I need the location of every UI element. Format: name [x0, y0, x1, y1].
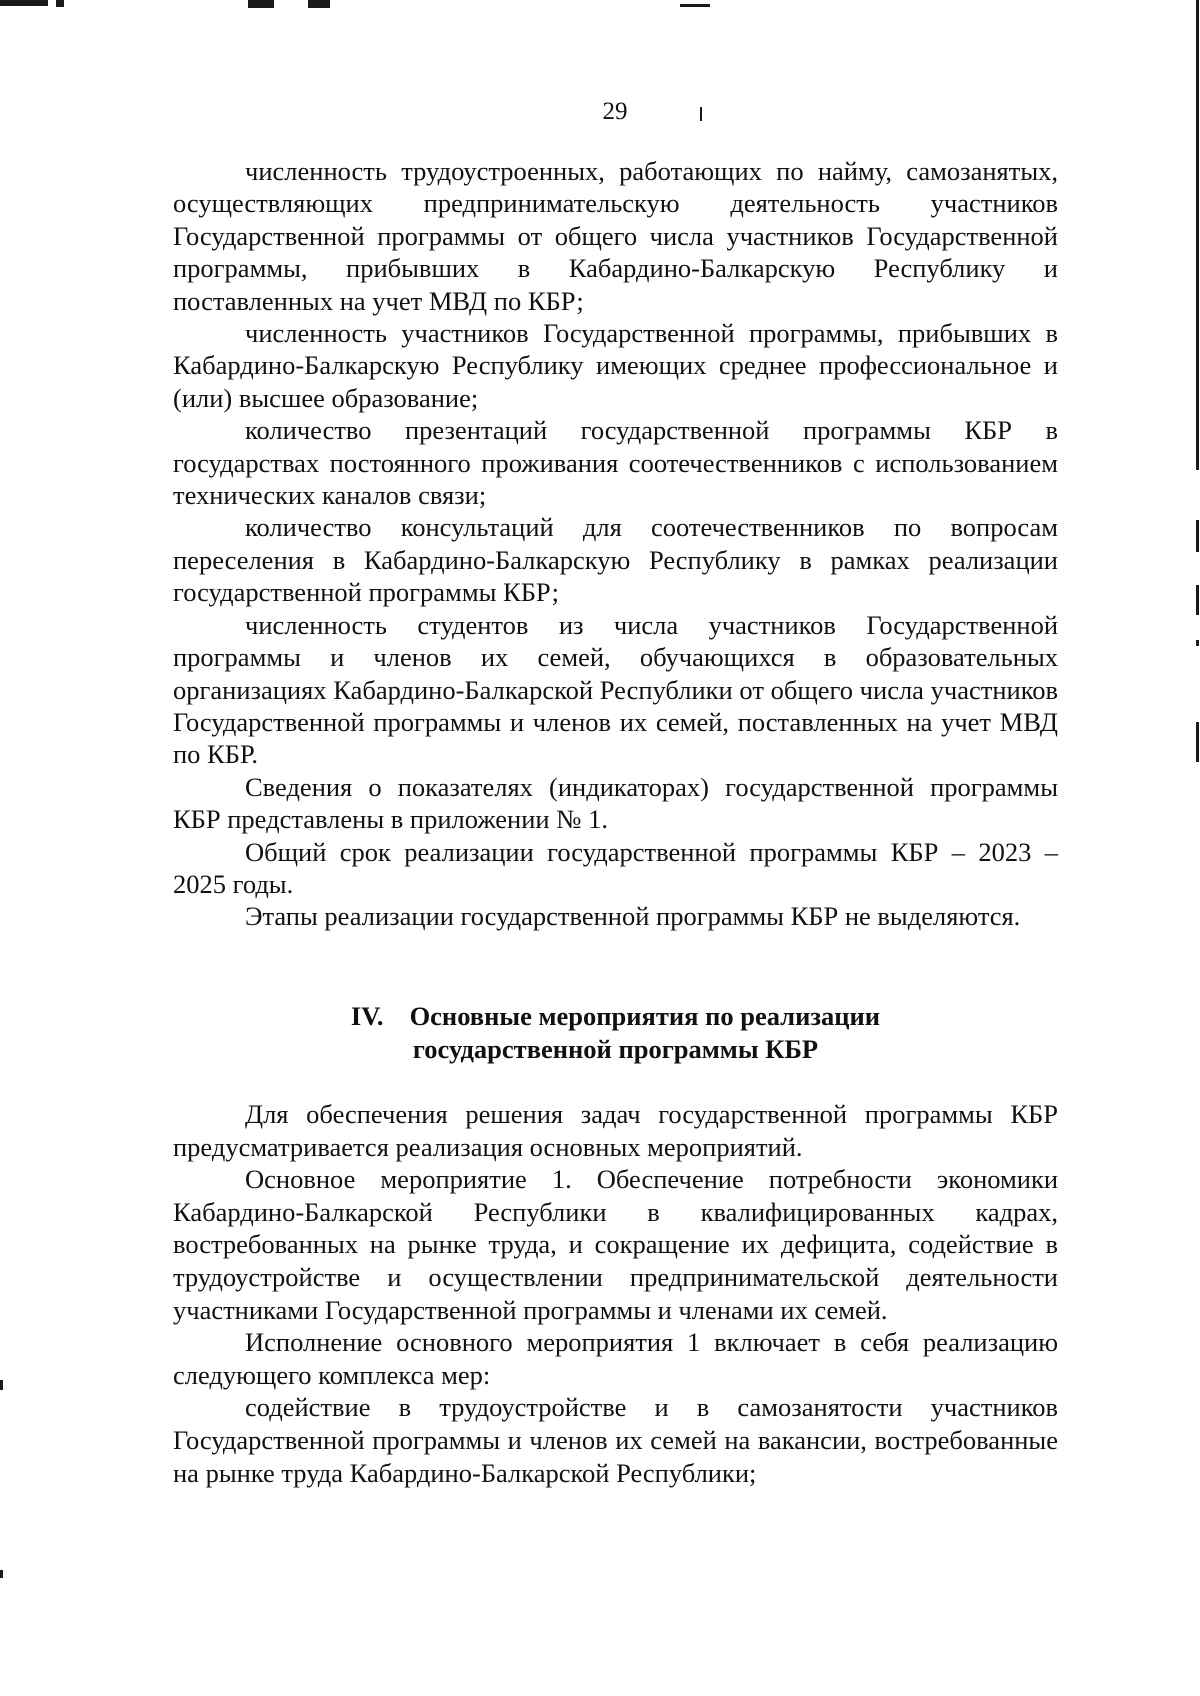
scan-artifact-left-edge-2: [0, 1570, 3, 1578]
scan-artifact-right-edge-3: [1196, 585, 1199, 615]
section-1-body: [173, 155, 1058, 933]
section-numeral: IV.: [350, 1001, 384, 1031]
paragraph: содействие в трудоустройстве и в самозанятости участников Государственной программы и членов их семей на вакансии, востребованные на рынке труда Кабардино-Балкарской Республики;: [173, 1392, 1058, 1488]
section-title-line-1: Основные мероприятия по реализации: [409, 1001, 881, 1031]
paragraph: Основное мероприятие 1. Обеспечение потребности экономики Кабардино-Балкарской Республики в квалифицированных кадрах, востребованных на рынке труда, и сокращение их дефицита, содействие в трудоустройстве и осуществлении предпринимательской деятельности участниками Государственной программы и членами их семей.: [173, 1164, 1058, 1325]
paragraph: Этапы реализации государственной программы КБР не выделяются.: [245, 901, 1021, 932]
scan-artifact-top-left: [0, 0, 48, 6]
paragraph: Для обеспечения решения задач государственной программы КБР предусматривается реализация основных мероприятий.: [173, 1099, 1058, 1162]
paragraph: количество консультаций для соотечественников по вопросам переселения в Кабардино-Балкарскую Республику в рамках реализации государственной программы КБР;: [173, 512, 1058, 608]
scan-artifact-right-edge-5: [1196, 722, 1199, 762]
section-2-body: [173, 1098, 1058, 1489]
scan-artifact-top-left-2: [56, 0, 64, 7]
section-title-line-2: государственной программы КБР: [412, 1034, 819, 1064]
scan-artifact-top-mid: [248, 0, 274, 8]
section-heading: [173, 1000, 1058, 1066]
scan-artifact-top-mid-2: [308, 0, 330, 8]
scan-artifact-left-edge: [0, 1380, 3, 1390]
scan-artifact-right-edge-2: [1196, 520, 1199, 552]
scan-artifact-right-edge-4: [1196, 640, 1199, 646]
scan-artifact-top-center: [680, 4, 710, 7]
page-number: 29: [602, 98, 628, 125]
section-heading-line-1: [173, 1000, 1058, 1033]
paragraph: Исполнение основного мероприятия 1 включает в себя реализацию следующего комплекса мер:: [173, 1327, 1058, 1390]
paragraph: количество презентаций государственной программы КБР в государствах постоянного проживания соотечественников с использованием технических каналов связи;: [173, 415, 1058, 511]
paragraph: Сведения о показателях (индикаторах) государственной программы КБР представлены в приложении № 1.: [173, 771, 1058, 835]
scan-artifact-right-edge: [1196, 0, 1199, 470]
paragraph: Общий срок реализации государственной программы КБР – 2023 – 2025 годы.: [173, 836, 1058, 899]
paragraph: численность участников Государственной программы, прибывших в Кабардино-Балкарскую Республику имеющих среднее профессиональное и (или) высшее образование;: [173, 318, 1058, 413]
paragraph: численность студентов из числа участников Государственной программы и членов их семей, обучающихся в образовательных организациях Кабардино-Балкарской Республики от общего числа участников Государственной программы и членов их семей, поставленных на учет МВД по КБР.: [173, 609, 1058, 770]
paragraph: численность трудоустроенных, работающих по найму, самозанятых, осуществляющих предпринимательскую деятельность участников Государственной программы от общего числа участников Государственной программы, прибывших в Кабардино-Балкарскую Республику и поставленных на учет МВД по КБР;: [173, 156, 1058, 316]
